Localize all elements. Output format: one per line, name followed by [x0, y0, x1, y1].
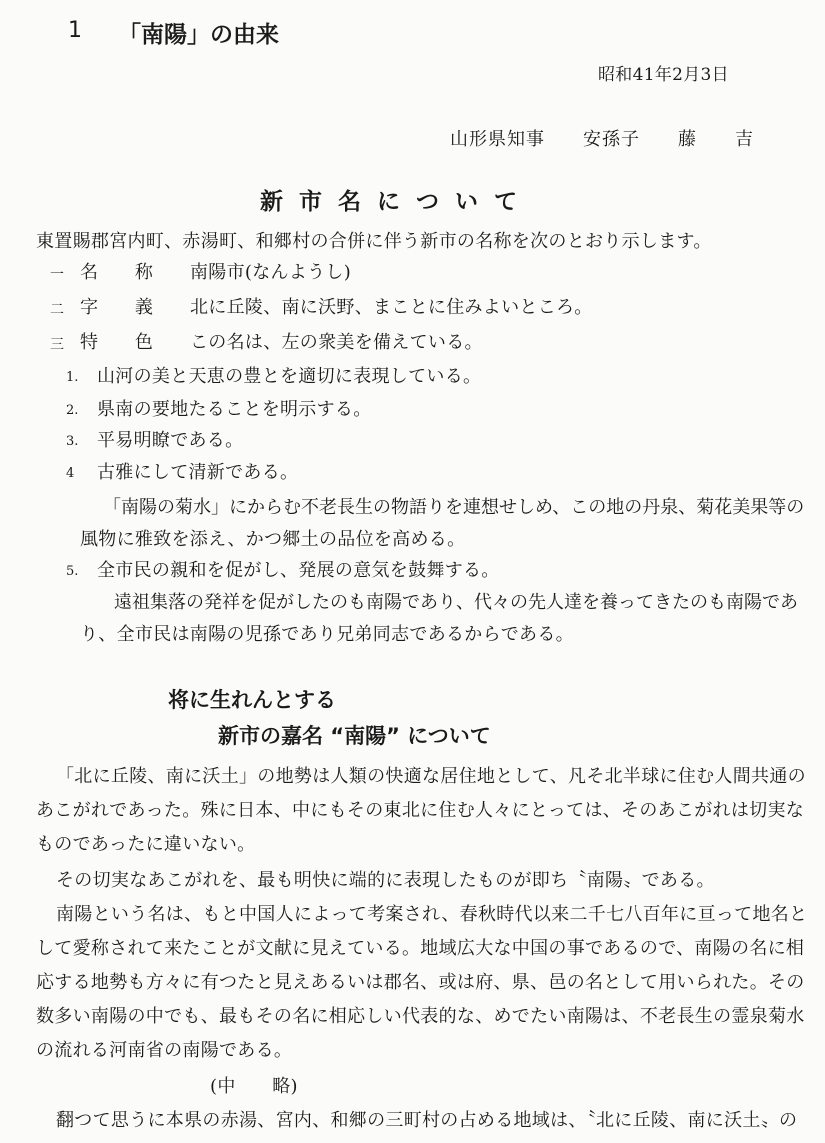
feature-text: 県南の要地たることを明示する。 — [97, 399, 372, 420]
feature-number: 3. — [66, 434, 79, 449]
essay-line: 南陽という名は、もと中国人によって考案され、春秋時代以来二千七八百年に亘って地名と — [56, 904, 808, 925]
omission-mark: (中 略) — [210, 1076, 298, 1097]
section-number: 1 — [68, 18, 82, 43]
item-label: 字 義 — [80, 297, 154, 318]
essay-line: して愛称されて来たことが文献に見えている。地域広大な中国の事であるので、南陽の名に相 — [36, 938, 805, 959]
feature-text: 山河の美と天恵の豊とを適切に表現している。 — [97, 366, 482, 387]
section-title: 「南陽」の由来 — [118, 22, 279, 48]
feature-text: 平易明瞭である。 — [97, 430, 244, 451]
essay-line: 「北に丘陵、南に沃土」の地勢は人類の快適な居住地として、凡そ北半球に住む人間共通の — [56, 766, 806, 787]
feature-detail-line: 「南陽の菊水」にからむ不老長生の物語りを連想せしめ、この地の丹泉、菊花美果等の — [103, 497, 805, 518]
item-marker: 二 — [50, 302, 64, 318]
essay-line: の流れる河南省の南陽である。 — [36, 1040, 293, 1061]
essay-title-line2: 新市の嘉名 “南陽” について — [218, 724, 491, 748]
feature-number: 4 — [66, 466, 75, 481]
item-marker: 一 — [50, 267, 64, 283]
item-value: 南陽市(なんようし) — [190, 262, 352, 283]
feature-detail-line: 風物に雅致を添え、かつ郷土の品位を高める。 — [80, 529, 466, 550]
essay-title-line1: 将に生れんとする — [168, 688, 336, 712]
notice-author: 山形県知事 安孫子 藤 吉 — [450, 129, 754, 150]
feature-number: 2. — [66, 403, 79, 418]
item-label: 特 色 — [80, 332, 154, 353]
essay-line: ものであったに違いない。 — [36, 834, 256, 855]
item-value: この名は、左の衆美を備えている。 — [190, 332, 483, 353]
essay-line: 翻つて思うに本県の赤湯、宮内、和郷の三町村の占める地域は、〝北に丘陵、南に沃土〟の — [56, 1110, 798, 1131]
item-value: 北に丘陵、南に沃野、まことに住みよいところ。 — [190, 297, 593, 318]
feature-detail-line: り、全市民は南陽の児孫であり兄弟同志であるからである。 — [80, 624, 574, 645]
notice-intro: 東置賜郡宮内町、赤湯町、和郷村の合併に伴う新市の名称を次のとおり示します。 — [36, 231, 712, 252]
essay-line: その切実なあこがれを、最も明快に端的に表現したものが即ち〝南陽〟である。 — [56, 870, 715, 891]
feature-text: 古雅にして清新である。 — [97, 462, 299, 483]
notice-title: 新 市 名 に つ い て — [260, 189, 522, 215]
notice-date: 昭和41年2月3日 — [598, 65, 729, 85]
essay-line: 数多い南陽の中でも、最もその名に相応しい代表的な、めでたい南陽は、不老長生の霊泉菊水 — [36, 1006, 805, 1027]
essay-line: あこがれであった。殊に日本、中にもその東北に住む人々にとっては、そのあこがれは切実な — [36, 800, 805, 821]
feature-number: 1. — [66, 370, 79, 385]
essay-line: 応する地勢も方々に有つたと見えあるいは郡名、或は府、県、邑の名として用いられた。その — [36, 972, 805, 993]
item-marker: 三 — [50, 337, 64, 353]
item-label: 名 称 — [80, 262, 154, 283]
feature-text: 全市民の親和を促がし、発展の意気を鼓舞する。 — [97, 560, 500, 581]
feature-number: 5. — [66, 564, 79, 579]
feature-detail-line: 遠祖集落の発祥を促がしたのも南陽であり、代々の先人達を養ってきたのも南陽であ — [114, 592, 798, 613]
